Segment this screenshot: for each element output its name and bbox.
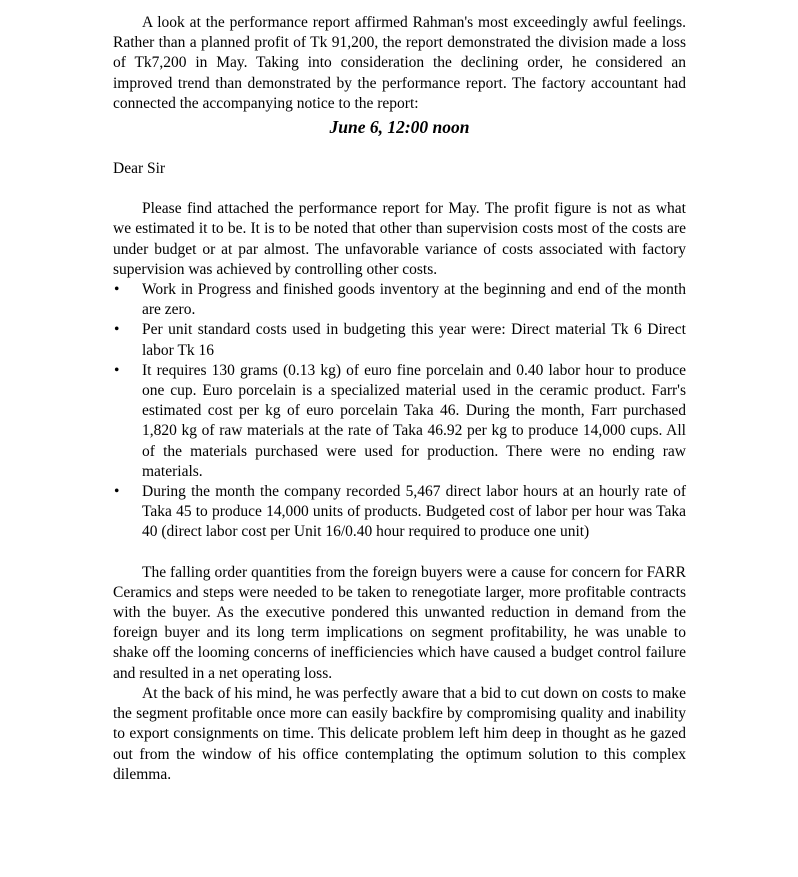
list-item: [113, 320, 686, 360]
bullet-icon: •: [114, 281, 120, 299]
paragraph-spacer: [113, 543, 686, 563]
bullet-text: During the month the company recorded 5,467 direct labor hours at an hourly rate of Taka 45 to produce 14,000 units of products. Budgeted cost of labor per hour was Taka 40 (direct labor cost per Unit 16/0.40 hour required to produce one unit): [142, 483, 686, 541]
closing-paragraph-2: At the back of his mind, he was perfectly aware that a bid to cut down on costs to make the segment profitable once more can easily backfire by compromising quality and inability to export consignments on time. This delicate problem left him deep in thought as he gazed out from the window of his office contemplating the optimum solution to this complex dilemma.: [113, 684, 686, 783]
bullet-text: Per unit standard costs used in budgeting this year were: Direct material Tk 6 Direct labor Tk 16: [142, 321, 686, 359]
bullet-text: Work in Progress and finished goods inventory at the beginning and end of the month are zero.: [142, 281, 686, 319]
document-page: [113, 13, 686, 785]
memo-bullet-list: [113, 280, 686, 543]
intro-paragraph: A look at the performance report affirmed Rahman's most exceedingly awful feelings. Rather than a planned profit of Tk 91,200, the report demonstrated the division made a loss of Tk7,200 in May. Taking into consideration the declining order, he considered an improved trend than demonstrated by the performance report. The factory accountant had connected the accompanying notice to the report:: [113, 14, 686, 112]
closing-paragraph-1: The falling order quantities from the foreign buyers were a cause for concern for FARR Ceramics and steps were needed to be taken to renegotiate larger, more profitable contracts with the buyer. As the executive pondered this unwanted reduction in demand from the foreign buyer and its long term implications on segment profitability, he was unable to shake off the looming concerns of inefficiencies which have caused a budget control failure and resulted in a net operating loss.: [113, 563, 686, 682]
memo-body-paragraph: Please find attached the performance report for May. The profit figure is not as what we estimated it to be. It is to be noted that other than supervision costs most of the costs are under budget or at par almost. The unfavorable variance of costs associated with factory supervision was achieved by controlling other costs.: [113, 200, 686, 278]
memo-date-heading: June 6, 12:00 noon: [329, 117, 470, 138]
list-item: [113, 280, 686, 320]
memo-salutation: Dear Sir: [113, 160, 166, 178]
bullet-icon: •: [114, 361, 120, 379]
list-item: [113, 361, 686, 482]
list-item: [113, 482, 686, 543]
bullet-text: It requires 130 grams (0.13 kg) of euro fine porcelain and 0.40 labor hour to produce one cup. Euro porcelain is a specialized material used in the ceramic product. Farr's estimated cost per kg of euro porcelain Taka 46. During the month, Farr purchased 1,820 kg of raw materials at the rate of Taka 46.92 per kg to produce 14,000 cups. All of the materials purchased were used for production. There were no ending raw materials.: [142, 361, 686, 480]
bullet-icon: •: [114, 321, 120, 339]
bullet-icon: •: [114, 483, 120, 501]
